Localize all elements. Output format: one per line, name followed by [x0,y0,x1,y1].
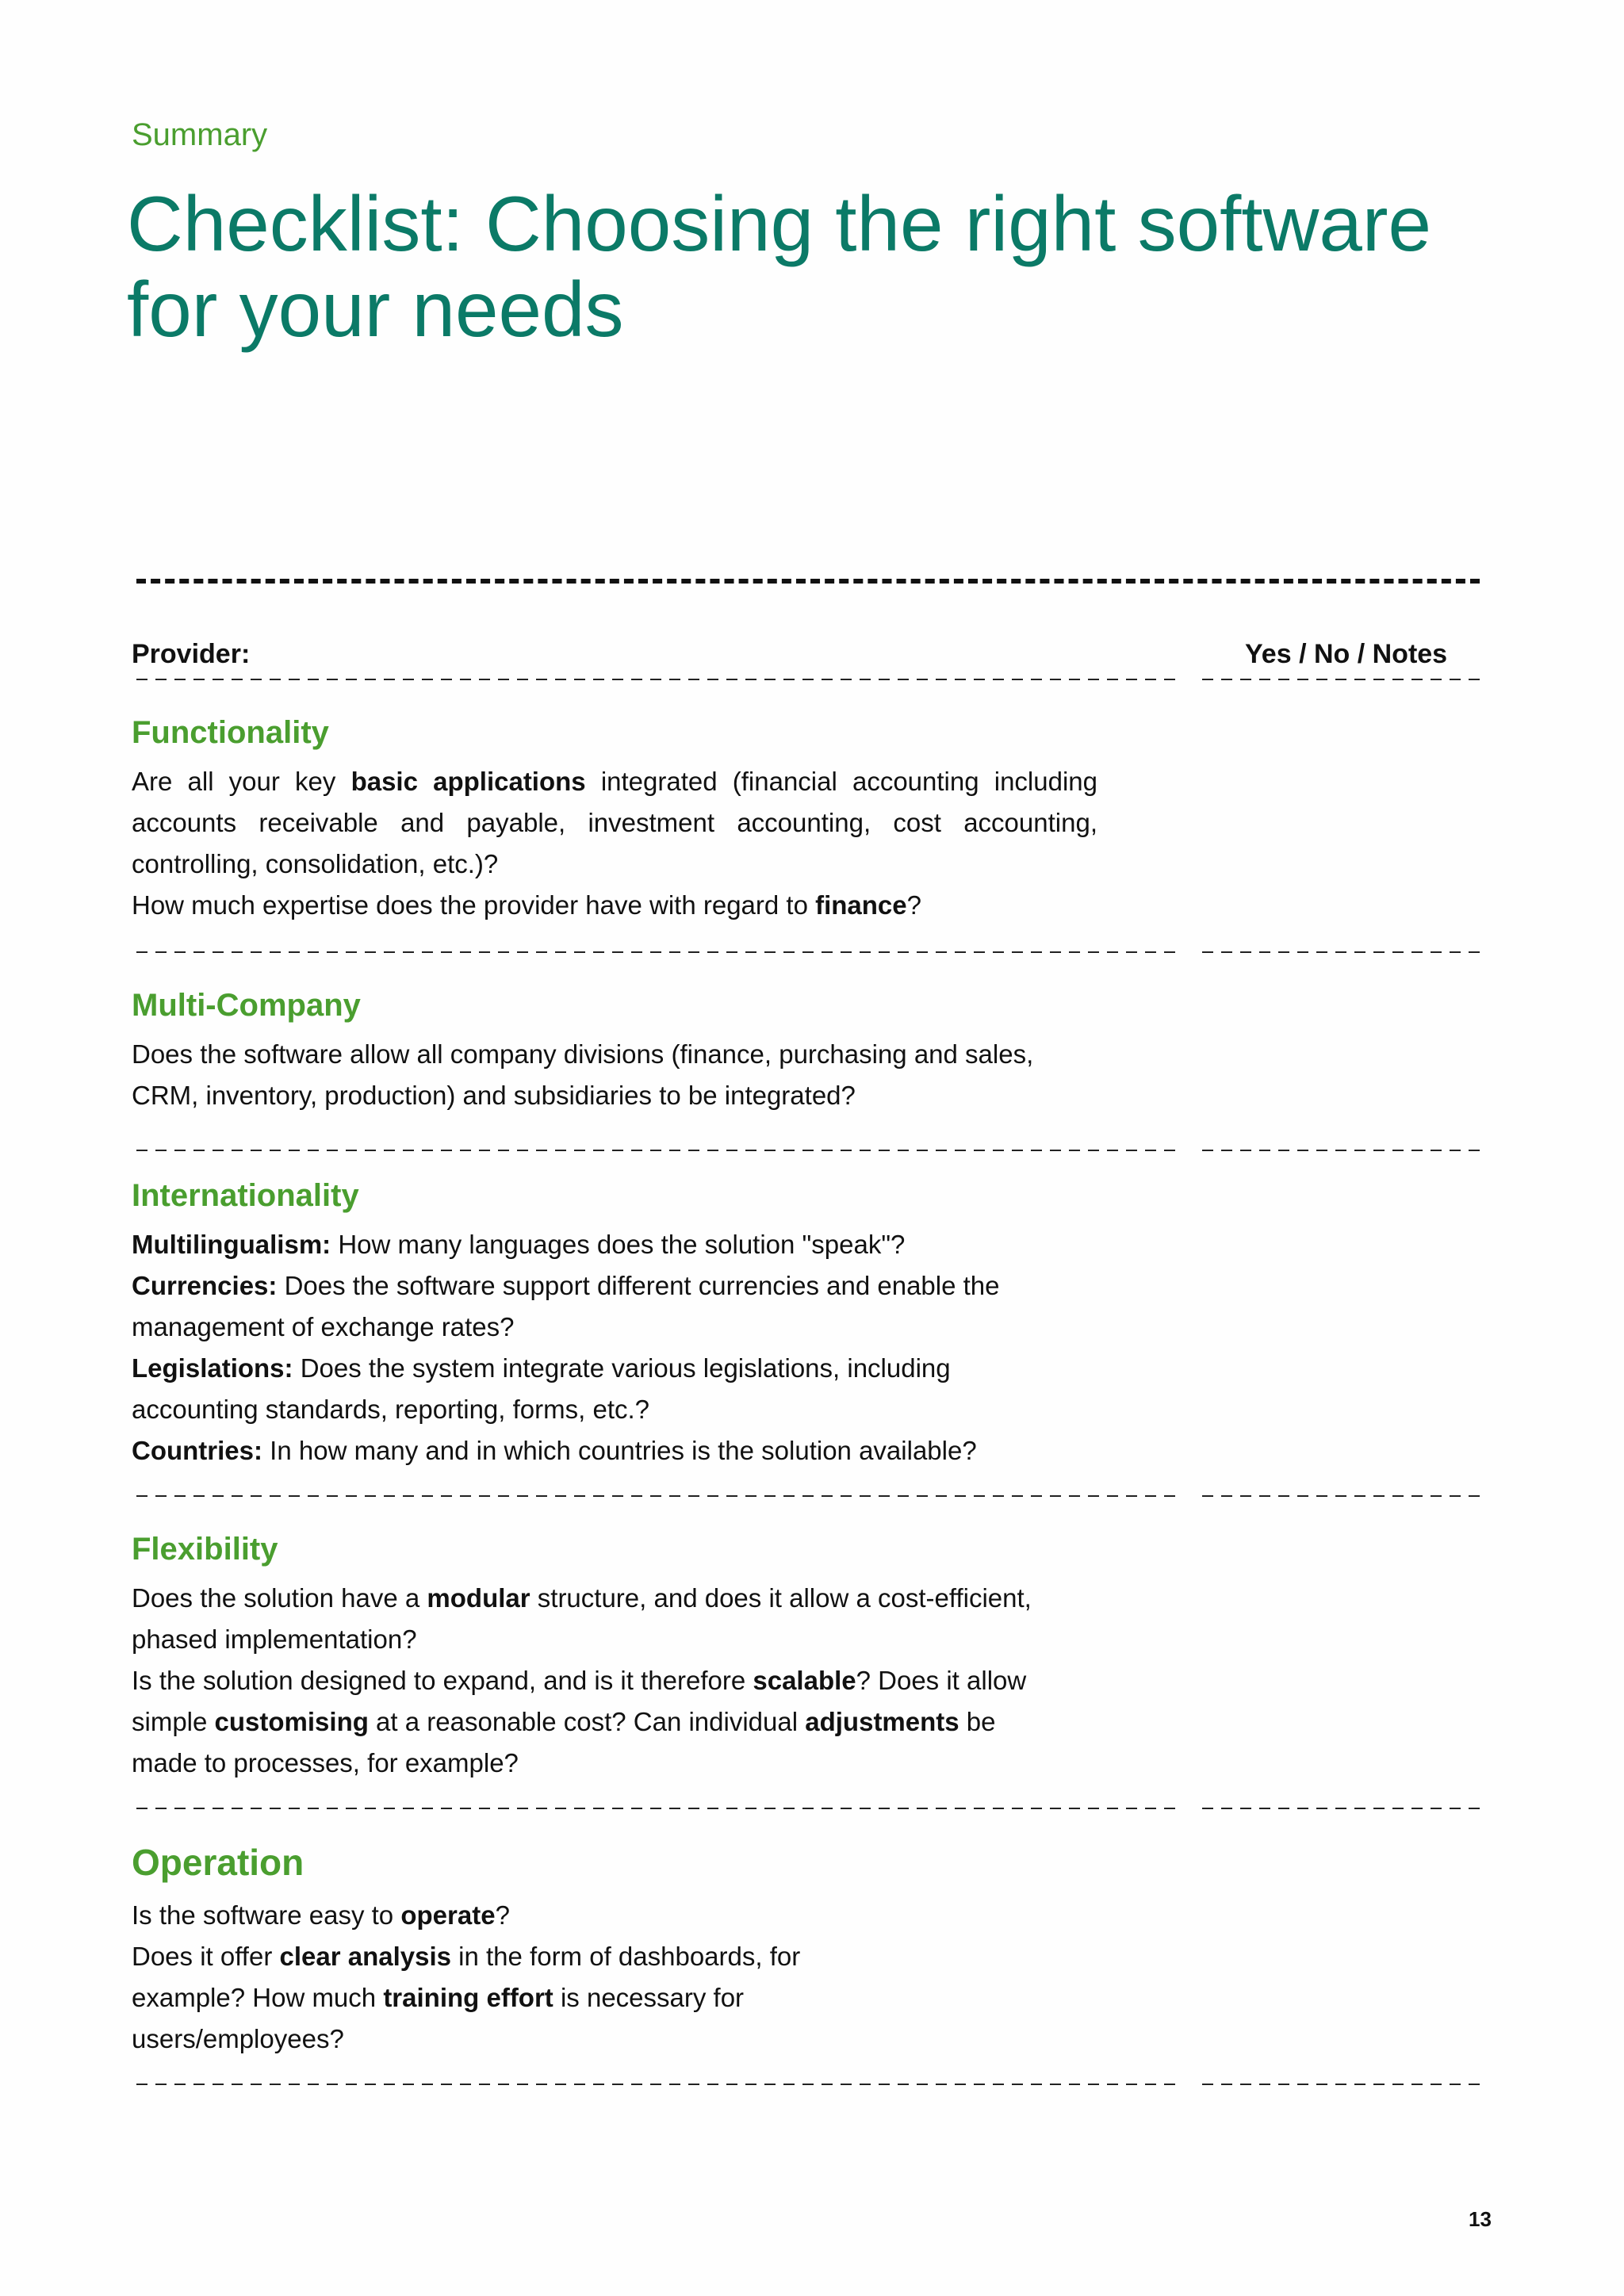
divider-flexibility [136,1808,1484,1809]
answer-column-label: Yes / No / Notes [1245,639,1448,669]
section-body-internationality: Multilingualism: How many languages does the solution "speak"? Currencies: Does the software support different currencies and enable the management of exchange rates? Legislations: Does the system integrate various legislations, including accounting standards, reporting, forms, etc.? Countries: In how many and in which countries is the solution available? [132,1230,1000,1465]
divider-top [136,579,1480,584]
page-number: 13 [1469,2207,1492,2231]
section-title-multi-company: Multi-Company [132,988,361,1023]
section-title-operation: Operation [132,1842,304,1883]
section-title-functionality: Functionality [132,715,329,750]
section-eyebrow: Summary [132,117,268,152]
divider-multi-company [136,1150,1484,1151]
divider-functionality [136,951,1484,953]
section-title-internationality: Internationality [132,1178,359,1213]
section-body-operation: Is the software easy to operate? Does it offer clear analysis in the form of dashboards, for example? How much training effort is necessary for users/employees? [132,1900,801,2053]
provider-label: Provider: [132,639,251,669]
divider-internationality [136,1495,1484,1497]
section-title-flexibility: Flexibility [132,1532,278,1567]
section-body-functionality: Are all your key basic applications integrated (financial accounting including accounts receivable and payable, investment accounting, cost accounting, controlling, consolidation, etc.)? How much expertise does the provider have with regard to finance? [132,767,1098,920]
divider-header [136,679,1484,680]
divider-operation [136,2084,1484,2085]
section-body-flexibility: Does the solution have a modular structure, and does it allow a cost-efficient, phased implementation? Is the solution designed to expand, and is it therefore scalable? Does it allow simple customising at a reasonable cost? Can individual adjustments be made to processes, for example? [132,1583,1032,1777]
section-body-multi-company: Does the software allow all company divisions (finance, purchasing and sales, CRM, inventory, production) and subsidiaries to be integrated? [132,1039,1034,1110]
page-title: Checklist: Choosing the right software for your needs [127,180,1431,353]
